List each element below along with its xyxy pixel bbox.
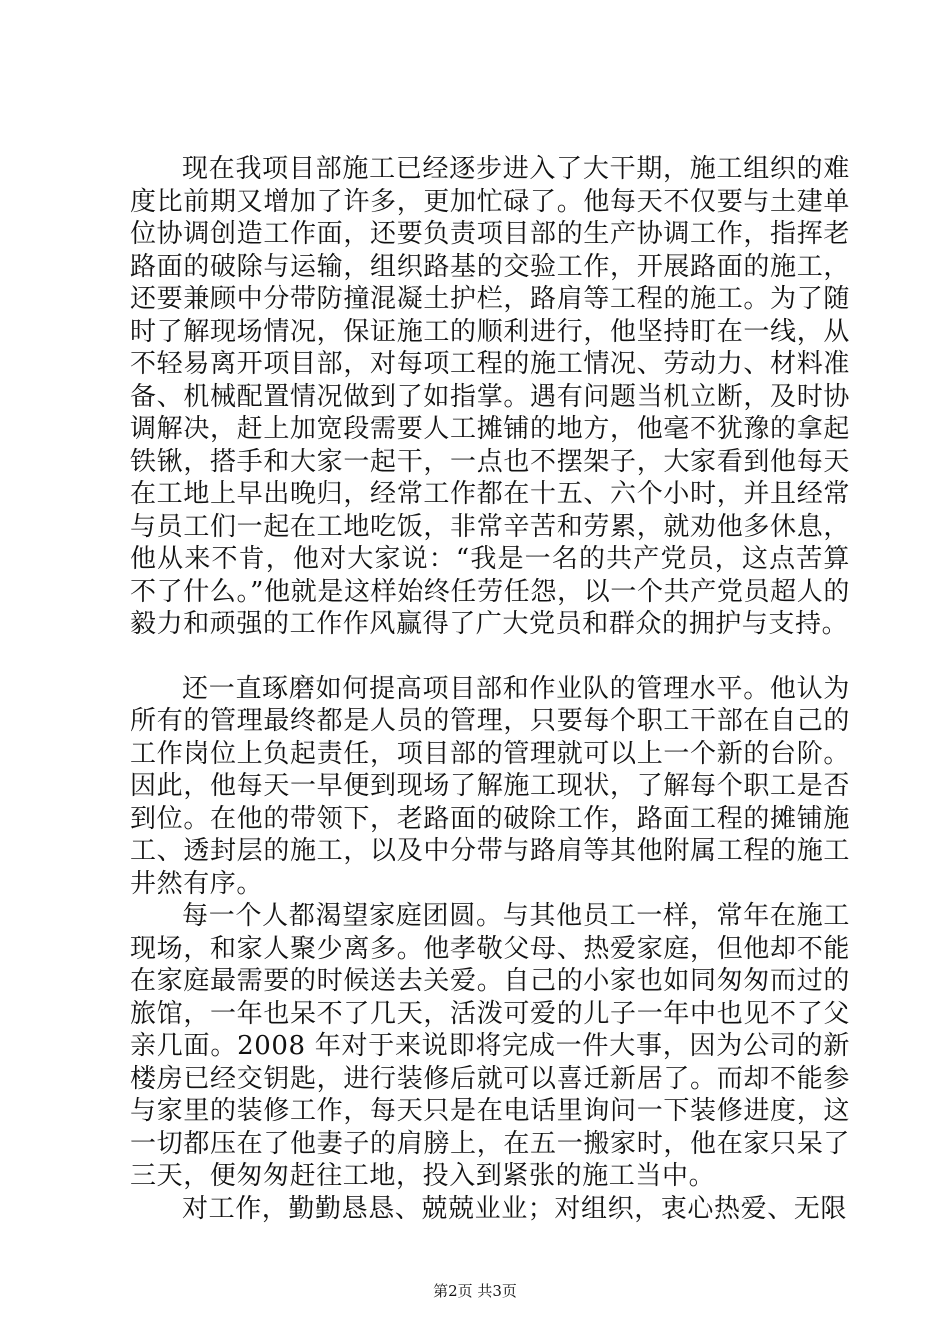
document-body bbox=[130, 153, 850, 1225]
page-number-footer: 第2页 共3页 bbox=[433, 1282, 517, 1300]
paragraph-1: 现在我项目部施工已经逐步进入了大干期，施工组织的难度比前期又增加了许多，更加忙碌了。他每天不仅要与土建单位协调创造工作面，还要负责项目部的生产协调工作，指挥老路面的破除与运输，组织路基的交验工作，开展路面的施工，还要兼顾中分带防撞混凝土护栏，路肩等工程的施工。为了随时了解现场情况，保证施工的顺利进行，他坚持盯在一线，从不轻易离开项目部，对每项工程的施工情况、劳动力、材料准备、机械配置情况做到了如指掌。遇有问题当机立断，及时协调解决，赶上加宽段需要人工摊铺的地方，他毫不犹豫的拿起铁锹，搭手和大家一起干，一点也不摆架子，大家看到他每天在工地上早出晚归，经常工作都在十五、六个小时，并且经常与员工们一起在工地吃饭，非常辛苦和劳累，就劝他多休息，他从来不肯，他对大家说：“我是一名的共产党员，这点苦算不了什么。”他就是这样始终任劳任怨，以一个共产党员超人的毅力和顽强的工作作风赢得了广大党员和群众的拥护与支持。 bbox=[130, 154, 850, 639]
paragraph-3: 每一个人都渴望家庭团圆。与其他员工一样，常年在施工现场，和家人聚少离多。他孝敬父母、热爱家庭，但他却不能在家庭最需要的时候送去关爱。自己的小家也如同匆匆而过的旅馆，一年也呆不了几天，活泼可爱的儿子一年中也见不了父亲几面。2008 年对于来说即将完成一件大事，因为公司的新楼房已经交钥匙，进行装修后就可以喜迁新居了。而却不能参与家里的装修工作，每天只是在电话里询问一下装修进度，这一切都压在了他妻子的肩膀上，在五一搬家时，他在家只呆了三天，便匆匆赶往工地，投入到紧张的施工当中。 bbox=[130, 901, 850, 1191]
paragraph-2: 还一直琢磨如何提高项目部和作业队的管理水平。他认为所有的管理最终都是人员的管理，只要每个职工干部在自己的工作岗位上负起责任，项目部的管理就可以上一个新的台阶。因此，他每天一早便到现场了解施工现状，了解每个职工是否到位。在他的带领下，老路面的破除工作，路面工程的摊铺施工、透封层的施工，以及中分带与路肩等其他附属工程的施工井然有序。 bbox=[130, 673, 850, 899]
paragraph-4: 对工作，勤勤恳恳、兢兢业业；对组织，衷心热爱、无限 bbox=[182, 1193, 848, 1224]
paragraph-gap bbox=[130, 641, 850, 673]
